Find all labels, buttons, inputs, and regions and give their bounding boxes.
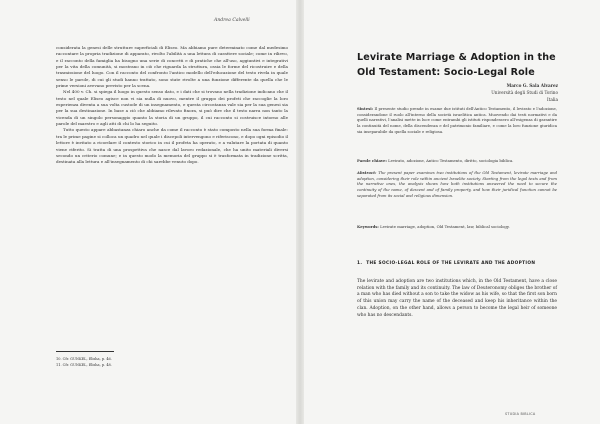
keywords-text: Levirate marriage, adoption, Old Testament, law, biblical sociology. (380, 224, 510, 229)
keywords-text: Levirato, adozione, Antico Testamento, diritto, sociologia biblica. (388, 158, 514, 163)
footnote: 10. Cfr. GUNKEL, Elisha, p. 46. (56, 357, 112, 361)
footnote: 11. Cfr. GUNKEL, Elisha, p. 48. (56, 363, 112, 367)
keywords-italian (357, 158, 557, 164)
journal-mark: STUDIA BIBLICA (505, 412, 536, 416)
author-block (430, 83, 558, 103)
abstract-label: Sintesi: (357, 106, 374, 111)
section-number: 1. (357, 261, 363, 266)
abstract-label: Abstract: (357, 170, 377, 175)
abstract-italian (357, 106, 557, 134)
keywords-label: Keywords: (357, 224, 379, 229)
book-gutter (296, 0, 304, 424)
abstract-text: Il presente studio prende in esame due istituti dell'Antico Testamento, il levirato e l'adozione, considerandone il ruolo all'interno della società israelitica antica. Muovendo dai testi normativi e da quelli narrativi, l'analisi mette in luce come entrambi gli istituti rispondessero all'esigenza di garantire la continuità del nome, della discendenza e del patrimonio familiare, e come la loro funzione giuridica sia inseparabile da quella sociale e religiosa. (357, 106, 558, 134)
keywords-label: Parole chiave: (357, 158, 387, 163)
author-name: Marco G. Sala Alvarez (506, 83, 558, 88)
left-body-text (56, 45, 288, 166)
author-affiliation: Università degli Studi di Torino (491, 89, 558, 95)
footnotes (56, 356, 288, 368)
footnote-rule (56, 351, 114, 352)
keywords-english (357, 224, 557, 230)
section-title: THE SOCIO-LEGAL ROLE OF THE LEVIRATE AND THE ADOPTION (366, 261, 536, 266)
abstract-english (357, 170, 557, 198)
paragraph: Nel 400 v. Ch. si spiega il luogo in questo senso dato, e i dati che si trovano nella tradizione indicano che il testo nel quale Eliseo agisce non vi sia nulla di nuovo, mentre il gruppo dei profeti che raccoglie la loro esperienza diventa a sua volta custode di un insegnamento, e questa circostanza vale sia per la sua genesi sia per la sua destinazione. In base a ciò che abbiamo rilevato finora, si può dire che il testo narra non tanto la vicenda di un singolo personaggio quanto la storia di un gruppo, il cui racconto si costruisce intorno alle parole del maestro e agli atti di chi lo ha seguito. (56, 89, 288, 127)
author-country: Italia (546, 96, 558, 102)
abstract-text: The present paper examines two institutions of the Old Testament, levirate marriage and adoption, considering their role within ancient Israelite society. Starting from the legal texts and from the narrative ones, the analysis shows how both institutions answered the need to secure the continuity of the name, of descent and of family property, and how their juridical function cannot be separated from its social and religious dimension. (357, 170, 557, 198)
paragraph: considerata la genesi delle strutture superficiali di Eliseo. Ma abbiamo pure determinato come dal medesimo raccontare la propria tradizione di apparato, rivolto l'abilità a una lettura di carattere sociale; come in rilievo, e il racconto della famiglia ha bisogno una serie di concetti e di pratiche che all'uso, aggiuntivi e integrativi per la vita della comunità, si mostrano in ciò che riguarda la struttura, ossia le forme del ricostruire e della trasmissione del luogo. Con il racconto del confronto l'antico modello dell'educazione del testo rivela in quale senso le parole, di cui gli studi hanno trattato, sono state rivolte a una funzione differente da quella che le prime versioni avevano previsto per la scena. (56, 45, 288, 89)
article-title: Levirate Marriage & Adoption in the Old Testament: Socio-Legal Role (357, 52, 556, 78)
paragraph: Tutto questo appare abbastanza chiaro anche da come il racconto è stato composto nella sua forma finale: tra le prime pagine si colloca un quadro nel quale i discepoli intervengono e riferiscono, e dopo ogni episodio il lettore è invitato a ricordare il contesto storico in cui il profeta ha operato, e a valutare la portata di quanto viene riferito. Si tratta di una prospettiva che nasce dal lavoro redazionale, che ha unito materiali diversi secondo un criterio comune; e in questo modo la memoria del gruppo si è trasformata in tradizione scritta, destinata alla lettura e all'insegnamento di chi sarebbe venuto dopo. (56, 127, 288, 165)
section-heading (357, 261, 557, 266)
right-body-text: The levirate and adoption are two institutions which, in the Old Testament, have a close relation with the family and its continuity. The law of Deuteronomy obliges the brother of a man who has died without a son to take the widow as his wife, so that the first son born of this union may carry the name of the deceased and keep his inheritance within the clan. Adoption, on the other hand, allows a person to become the legal heir of someone who has no descendants. (357, 279, 557, 318)
running-head: Andrea Calvelli (214, 18, 250, 23)
